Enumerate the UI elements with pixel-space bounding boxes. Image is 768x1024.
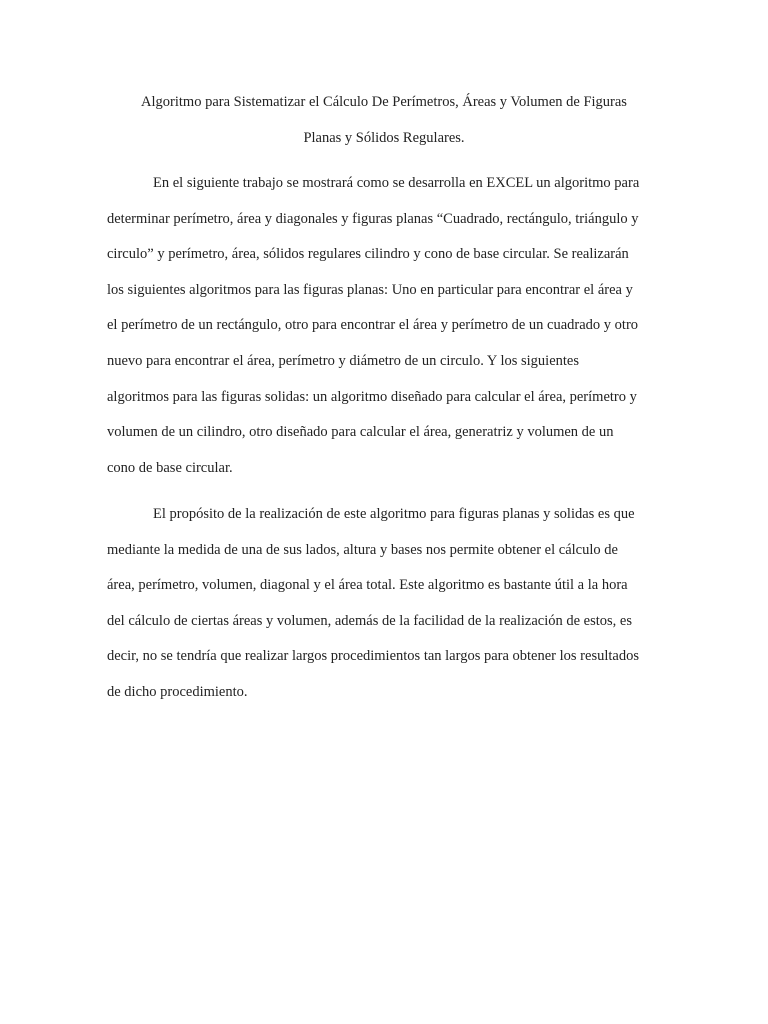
paragraph-line: volumen de un cilindro, otro diseñado para calcular el área, generatriz y volumen de un bbox=[107, 424, 614, 441]
paragraph-line: decir, no se tendría que realizar largos procedimientos tan largos para obtener los resultados bbox=[107, 648, 639, 665]
paragraph-line: determinar perímetro, área y diagonales y figuras planas “Cuadrado, rectángulo, triángulo y bbox=[107, 210, 639, 227]
paragraph-line: algoritmos para las figuras solidas: un algoritmo diseñado para calcular el área, perímetro y bbox=[107, 388, 637, 405]
paragraph-line: el perímetro de un rectángulo, otro para encontrar el área y perímetro de un cuadrado y otro bbox=[107, 317, 639, 334]
paragraph-line: del cálculo de ciertas áreas y volumen, además de la facilidad de la realización de estos, es bbox=[107, 612, 632, 629]
paragraph-line: área, perímetro, volumen, diagonal y el área total. Este algoritmo es bastante útil a la hora bbox=[107, 577, 628, 594]
paragraph-line: En el siguiente trabajo se mostrará como se desarrolla en EXCEL un algoritmo para bbox=[153, 175, 640, 191]
paragraph-line: nuevo para encontrar el área, perímetro y diámetro de un circulo. Y los siguientes bbox=[107, 352, 580, 369]
paragraph-line: mediante la medida de una de sus lados, altura y bases nos permite obtener el cálculo de bbox=[107, 541, 618, 558]
paragraph-2 bbox=[107, 497, 663, 711]
paragraph-1 bbox=[107, 166, 663, 486]
document-title-line-2: Planas y Sólidos Regulares. bbox=[303, 130, 465, 146]
paragraph-line: El propósito de la realización de este algoritmo para figuras planas y solidas es que bbox=[153, 506, 635, 522]
document-title-line-1: Algoritmo para Sistematizar el Cálculo De Perímetros, Áreas y Volumen de Figuras bbox=[141, 94, 627, 110]
paragraph-line: de dicho procedimiento. bbox=[107, 683, 248, 700]
paragraph-line: los siguientes algoritmos para las figuras planas: Uno en particular para encontrar el área y bbox=[107, 281, 633, 298]
paragraph-line: circulo” y perímetro, área, sólidos regulares cilindro y cono de base circular. Se realizarán bbox=[107, 246, 629, 263]
paragraph-line: cono de base circular. bbox=[107, 459, 233, 476]
